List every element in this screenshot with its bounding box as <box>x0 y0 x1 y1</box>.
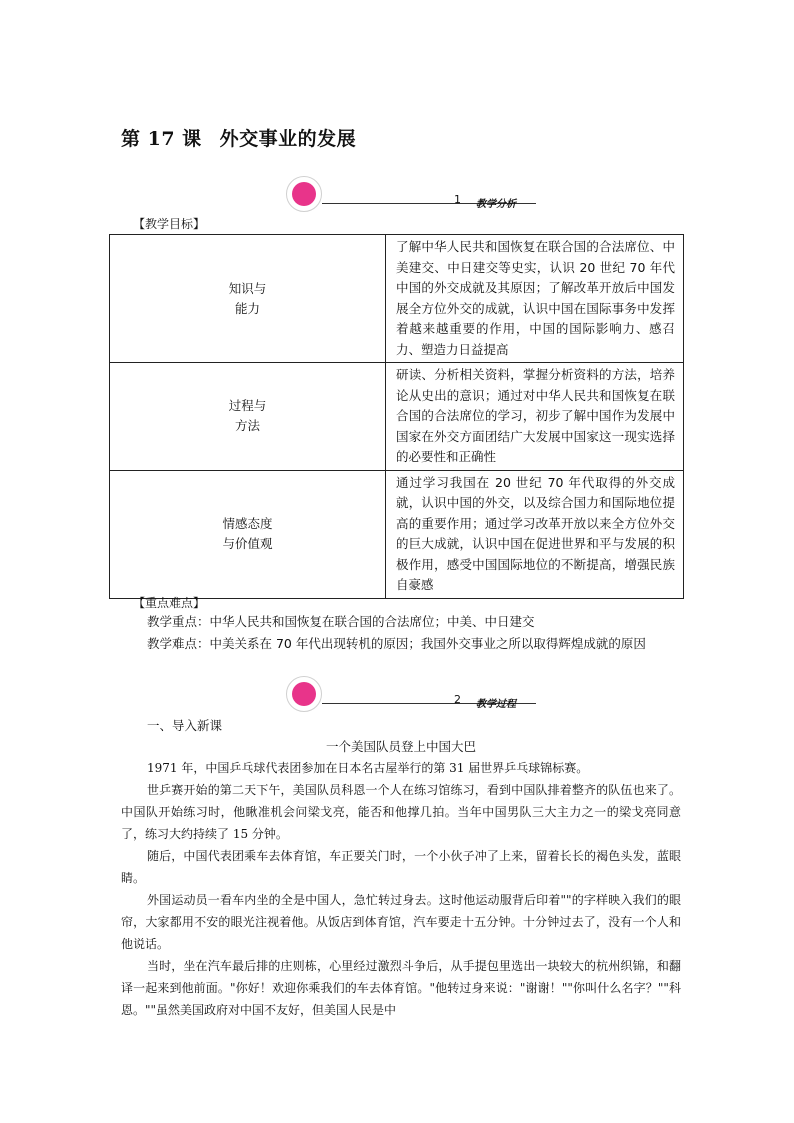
story-paragraph: 世乒赛开始的第二天下午，美国队员科恩一个人在练习馆练习，看到中国队排着整齐的队伍也来了。中国队开始练习时，他瞅准机会问梁戈亮，能否和他撑几拍。当年中国男队三大主力之一的梁戈亮同意了，练习大约持续了 15 分钟。 <box>121 783 681 841</box>
lesson-name: 外交事业的发展 <box>219 128 357 150</box>
key-points-heading: 【重点难点】 <box>133 596 206 610</box>
description-cell: 研读、分析相关资料，掌握分析资料的方法，培养论从史出的意识；通过对中华人民共和国恢复在联合国的合法席位的学习，初步了解中国作为发展中国家在外交方面团结广大发展中国家这一现实选择的必要性和正确性 <box>386 363 684 471</box>
story-paragraph: 外国运动员一看车内坐的全是中国人，急忙转过身去。这时他运动服背后印着""的字样映入我们的眼帘，大家都用不安的眼光注视着他。从饭店到体育馆，汽车要走十五分钟。十分钟过去了，没有一个人和他说话。 <box>121 893 681 951</box>
key-point: 教学重点：中华人民共和国恢复在联合国的合法席位；中美、中日建交 <box>147 614 535 629</box>
table-row <box>110 235 684 363</box>
part-heading: 一、导入新课 <box>147 718 223 733</box>
objectives-heading: 【教学目标】 <box>133 217 206 231</box>
section-header-process <box>286 676 546 712</box>
category-cell: 过程与 方法 <box>110 363 386 471</box>
table-row <box>110 363 684 471</box>
section-number: 1 <box>454 193 461 206</box>
description-cell: 通过学习我国在 20 世纪 70 年代取得的外交成就，认识中国的外交，以及综合国力和国际地位提高的重要作用；通过学习改革开放以来全方位外交的巨大成就，认识中国在促进世界和平与发展的积极作用，感受中国国际地位的不断提高，增强民族自豪感 <box>386 470 684 598</box>
difficulty: 教学难点：中美关系在 70 年代出现转机的原因；我国外交事业之所以取得辉煌成就的原因 <box>147 636 646 651</box>
objectives-table <box>109 234 684 599</box>
story-paragraph: 1971 年，中国乒乓球代表团参加在日本名古屋举行的第 31 届世界乒乓球锦标赛。 <box>147 761 589 775</box>
story-body <box>121 757 681 1021</box>
story-paragraph: 随后，中国代表团乘车去体育馆，车正要关门时，一个小伙子冲了上来，留着长长的褐色头发，蓝眼睛。 <box>121 849 681 885</box>
story-paragraph: 当时，坐在汽车最后排的庄则栋，心里经过激烈斗争后，从手提包里选出一块较大的杭州织锦，和翻译一起来到他前面。"你好！欢迎你乘我们的车去体育馆。"他转过身来说："谢谢！""你叫什么名字？""科恩。""虽然美国政府对中国不友好，但美国人民是中 <box>121 959 681 1017</box>
lesson-number: 第 17 课 <box>121 128 202 150</box>
section-number: 2 <box>454 693 461 706</box>
section-label: 教学过程 <box>476 699 516 710</box>
section-label: 教学分析 <box>476 199 516 210</box>
table-row <box>110 470 684 598</box>
category-cell: 情感态度 与价值观 <box>110 470 386 598</box>
section-header-analysis <box>286 176 546 212</box>
lesson-title <box>121 124 356 151</box>
category-cell: 知识与 能力 <box>110 235 386 363</box>
description-cell: 了解中华人民共和国恢复在联合国的合法席位、中美建交、中日建交等史实，认识 20 世纪 70 年代中国的外交成就及其原因；了解改革开放后中国发展全方位外交的成就，认识中国在国际事务中发挥着越来越重要的作用，中国的国际影响力、感召力、塑造力日益提高 <box>386 235 684 363</box>
story-title: 一个美国队员登上中国大巴 <box>325 739 476 754</box>
pink-circle-icon <box>286 176 322 212</box>
pink-circle-icon <box>286 676 322 712</box>
